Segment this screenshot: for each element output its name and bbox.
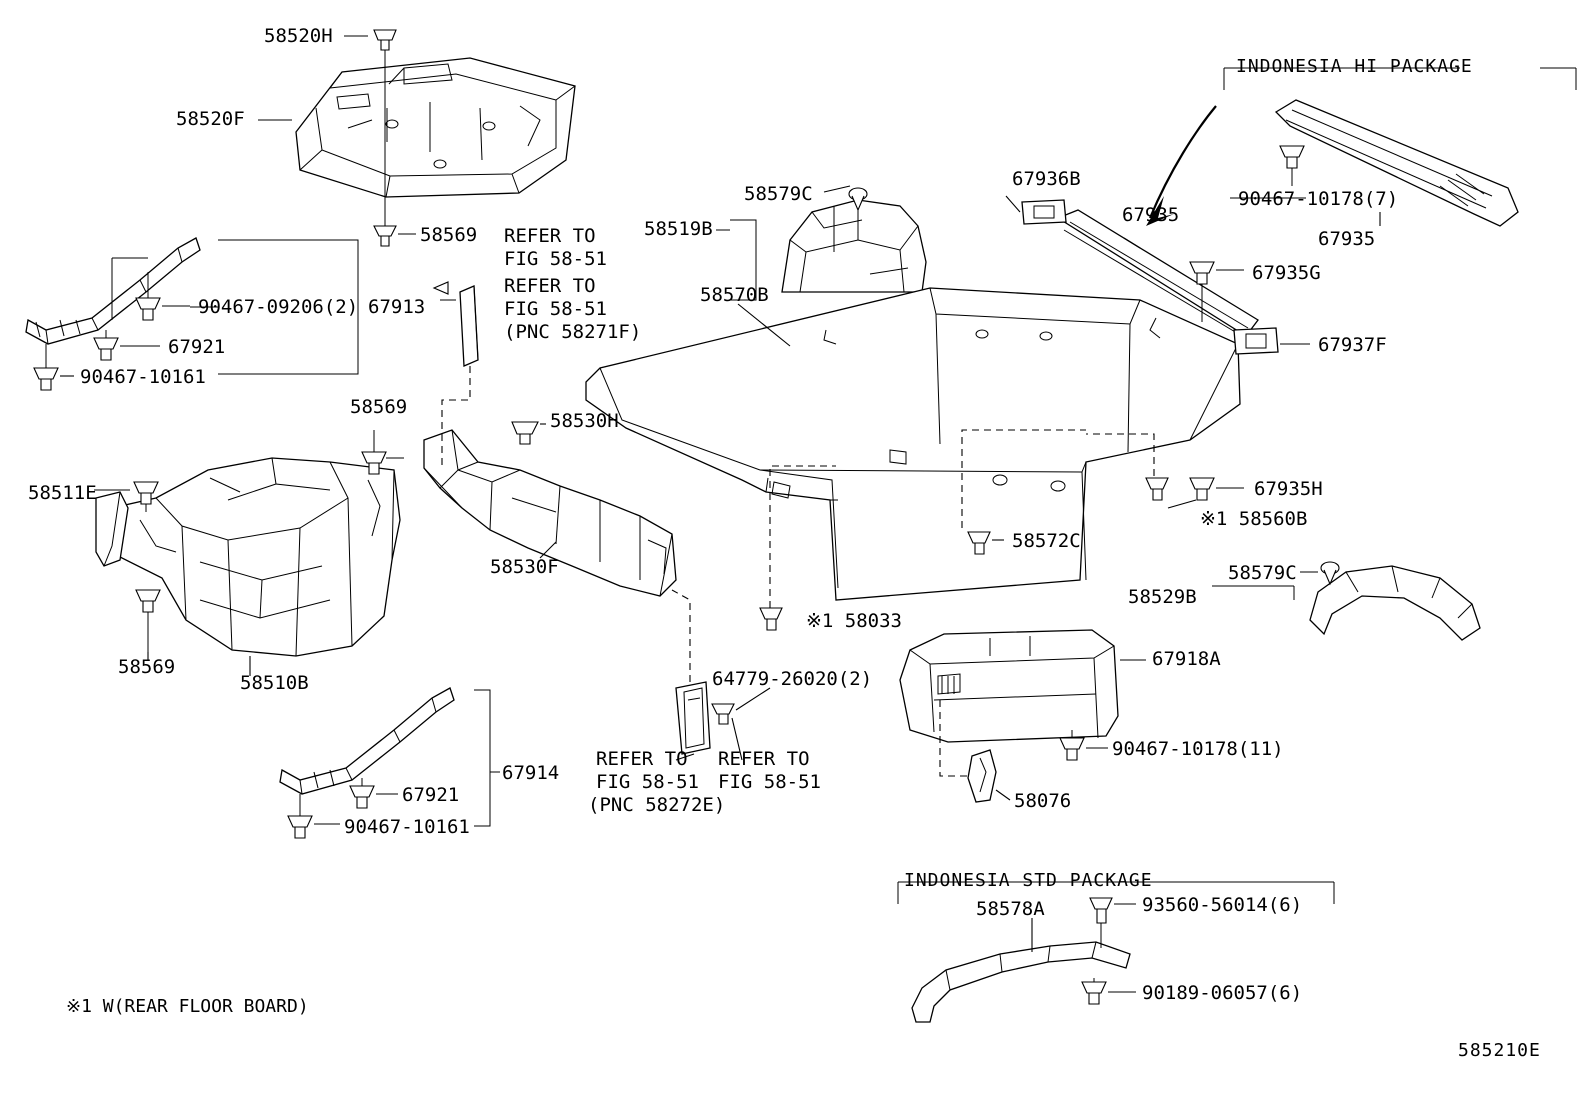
- refer-2-line1: REFER TO: [504, 275, 596, 297]
- label-90467-09206: 90467-09206(2): [198, 296, 359, 318]
- part-58520F-shape: [296, 58, 575, 197]
- label-58569-mid: 58569: [350, 396, 408, 418]
- leader-58560B: [1168, 500, 1196, 508]
- label-refer-1b: [504, 248, 607, 270]
- clip-67935H: [1190, 478, 1214, 500]
- label-67914: 67914: [502, 762, 560, 784]
- refer-3-line3: (PNC 58272E): [588, 794, 726, 816]
- label-58572C: 58572C: [1012, 530, 1081, 552]
- label-58511E: 58511E: [28, 482, 97, 504]
- clip-58530H: [512, 422, 538, 444]
- part-58529B-shape: [1310, 566, 1480, 640]
- refer-1-line1: REFER TO: [504, 225, 596, 247]
- refer-3-line2: FIG 58-51: [596, 771, 699, 793]
- label-58519B: 58519B: [644, 218, 713, 240]
- refer-4-line1: REFER TO: [718, 748, 810, 770]
- label-58579C-top: 58579C: [744, 183, 813, 205]
- leader-58076: [996, 790, 1010, 800]
- label-67935H: 67935H: [1254, 478, 1323, 500]
- label-67936B: 67936B: [1012, 168, 1081, 190]
- label-58076: 58076: [1014, 790, 1072, 812]
- part-67918A-shape: [900, 630, 1118, 776]
- refer-1-line2: FIG 58-51: [504, 248, 607, 270]
- label-refer-3: [596, 748, 688, 770]
- clip-64779-26020: [712, 704, 734, 724]
- label-refer-1: [504, 225, 596, 247]
- label-58570B: 58570B: [700, 284, 769, 306]
- clip-90189-06057: [1082, 978, 1106, 1004]
- label-67937F: 67937F: [1318, 334, 1387, 356]
- part-67913-shape: [26, 238, 200, 344]
- label-refer-3c: [588, 794, 725, 816]
- part-58570B-shape: [586, 288, 1240, 600]
- part-64779-26020-shape: [672, 590, 710, 754]
- label-58520H: 58520H: [264, 25, 333, 47]
- label-64779-26020: 64779-26020(2): [712, 668, 873, 690]
- label-67935-right: 67935: [1318, 228, 1376, 250]
- label-58520F: 58520F: [176, 108, 245, 130]
- label-refer-4: [718, 748, 810, 770]
- label-refer-3b: [596, 771, 699, 793]
- label-90467-10161-bot: 90467-10161: [344, 816, 470, 838]
- label-90467-10161-top: 90467-10161: [80, 366, 206, 388]
- label-58579C-bot: 58579C: [1228, 562, 1297, 584]
- leader-64779-26020: [736, 688, 770, 710]
- clip-67921-top: [94, 330, 118, 360]
- arrow-hi-package: [1150, 106, 1216, 218]
- refer-4-line2: FIG 58-51: [718, 771, 821, 793]
- label-58569-top: 58569: [420, 224, 478, 246]
- figure-code: 585210E: [1458, 1040, 1541, 1061]
- leader-67936B: [1006, 196, 1020, 212]
- refer-2-line2: FIG 58-51: [504, 298, 607, 320]
- label-90467-10178-11: 90467-10178(11): [1112, 738, 1284, 760]
- clip-90467-10161-bottom: [288, 794, 312, 838]
- part-58519B-shape: [782, 200, 926, 292]
- label-67913: 67913: [368, 296, 426, 318]
- clip-58569-bottomleft: [136, 590, 160, 652]
- label-58569-bot: 58569: [118, 656, 176, 678]
- label-refer-4b: [718, 771, 821, 793]
- label-67921-bot: 67921: [402, 784, 460, 806]
- footnote-rear-floor-board: ※1 W(REAR FLOOR BOARD): [66, 996, 309, 1017]
- clip-58569-top: [374, 226, 396, 246]
- label-67921-top: 67921: [168, 336, 226, 358]
- label-67935G: 67935G: [1252, 262, 1321, 284]
- label-58560B: ※1 58560B: [1200, 508, 1308, 530]
- clip-90467-10161-top: [34, 344, 58, 390]
- label-refer-2c: [504, 321, 641, 343]
- label-67918A: 67918A: [1152, 648, 1221, 670]
- clip-58033: [760, 608, 782, 630]
- label-90467-10178-7: 90467-10178(7): [1238, 188, 1399, 210]
- bracket-67914: [474, 690, 500, 826]
- refer-2-line3: (PNC 58271F): [504, 321, 642, 343]
- label-58033: ※1 58033: [806, 610, 902, 632]
- clip-90467-10178-7: [1280, 146, 1304, 186]
- label-refer-2b: [504, 298, 607, 320]
- clip-93560-56014: [1090, 898, 1112, 948]
- label-58578A: 58578A: [976, 898, 1045, 920]
- label-93560-56014: 93560-56014(6): [1142, 894, 1303, 916]
- part-58076-shape: [968, 750, 996, 802]
- label-pkg-indonesia-hi: INDONESIA HI PACKAGE: [1236, 56, 1473, 77]
- label-58529B: 58529B: [1128, 586, 1197, 608]
- label-67935-top: 67935: [1122, 204, 1180, 226]
- refer-3-line1: REFER TO: [596, 748, 688, 770]
- part-67914-shape: [280, 688, 454, 794]
- label-90189-06057: 90189-06057(6): [1142, 982, 1303, 1004]
- label-58530F: 58530F: [490, 556, 559, 578]
- leader-58579C-top: [824, 186, 850, 192]
- label-58530H: 58530H: [550, 410, 619, 432]
- clip-58560B: [1146, 478, 1168, 500]
- label-58510B: 58510B: [240, 672, 309, 694]
- bracket-58529B: [1212, 586, 1294, 600]
- label-pkg-indonesia-std: INDONESIA STD PACKAGE: [904, 870, 1153, 891]
- clip-67921-bottom: [350, 778, 374, 808]
- label-refer-2: [504, 275, 596, 297]
